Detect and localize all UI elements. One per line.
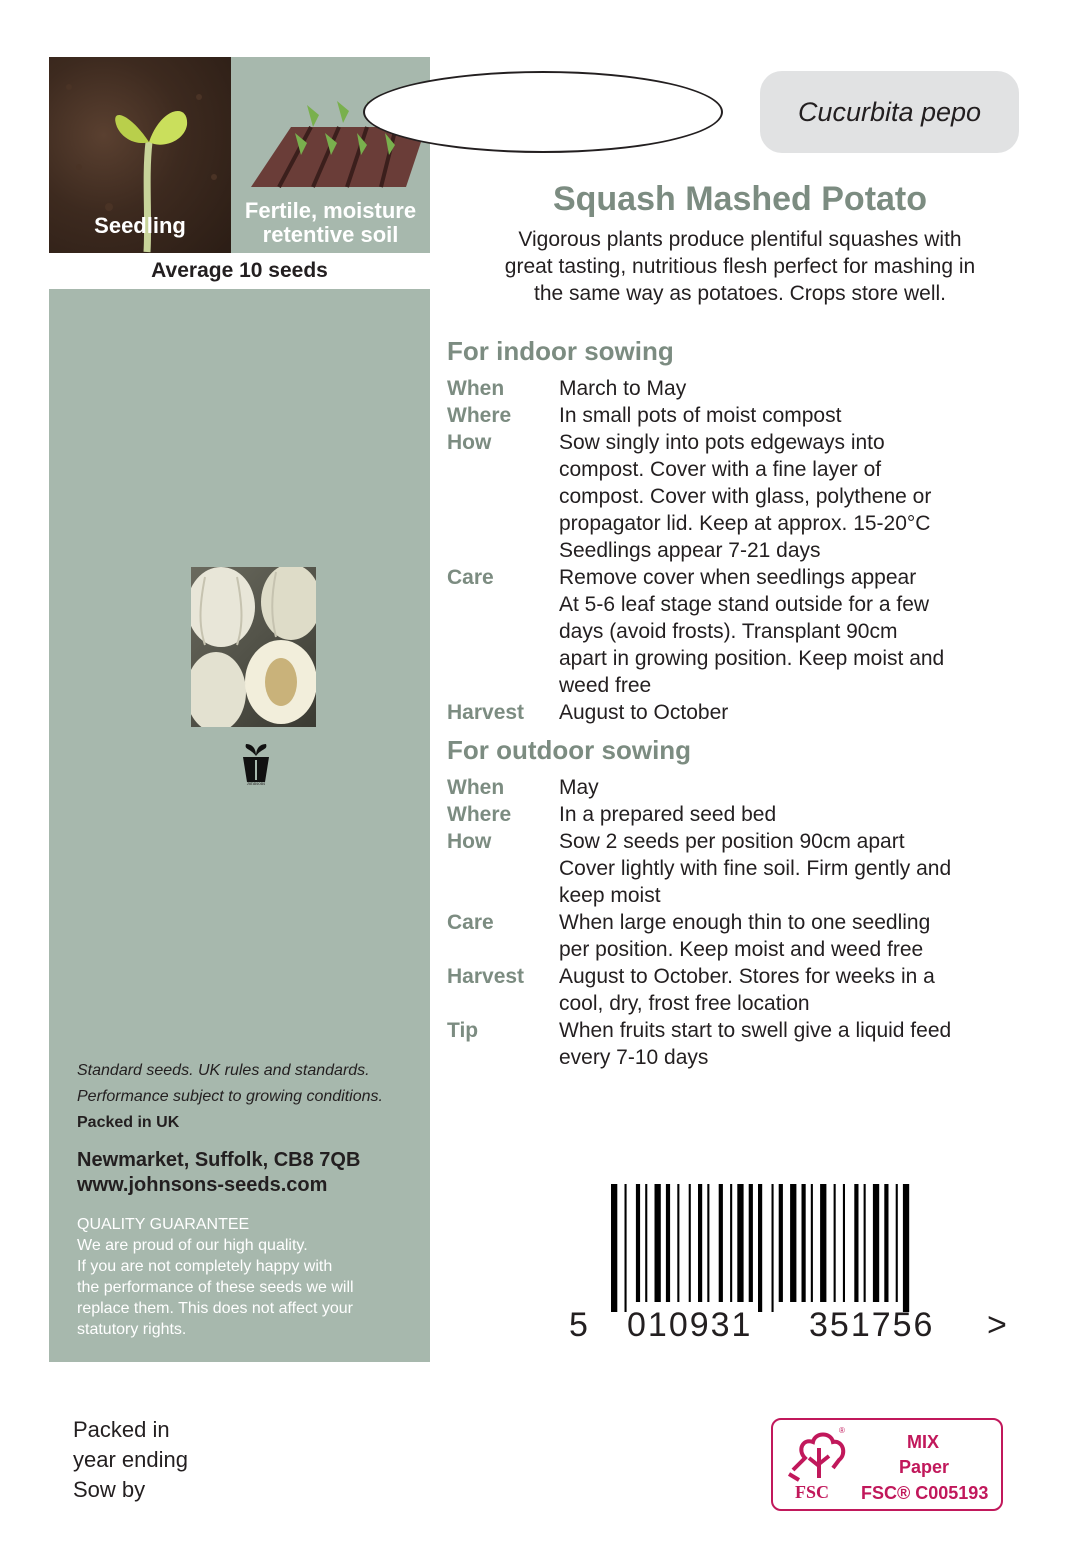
squash-photo-illustration — [191, 567, 316, 727]
indoor-label-harvest: Harvest — [447, 701, 525, 724]
indoor-label-where: Where — [447, 404, 512, 427]
instruction-line: per position. Keep moist and weed free — [559, 938, 924, 961]
fsc-license-code: FSC® C005193 — [861, 1483, 989, 1503]
outdoor-row-when — [447, 774, 1047, 801]
instruction-line: Remove cover when seedlings appear — [559, 566, 917, 589]
barcode-bar — [820, 1184, 826, 1302]
outdoor-row-how — [447, 828, 1047, 909]
barcode-bar — [873, 1184, 879, 1302]
seedling-image — [49, 57, 231, 253]
barcode-bar — [707, 1184, 709, 1302]
guarantee-text: replace them. This does not affect your — [77, 1300, 354, 1317]
indoor-row-harvest — [447, 699, 1047, 726]
soil-caption-line2: retentive soil — [262, 222, 399, 247]
outdoor-text-care — [559, 909, 930, 963]
description-line: the same way as potatoes. Crops store well. — [533, 282, 947, 305]
fsc-wordmark: FSC — [795, 1482, 830, 1502]
guarantee-text: If you are not completely happy with — [77, 1258, 333, 1275]
outdoor-text-how — [559, 828, 951, 909]
outdoor-row-care — [447, 909, 1047, 963]
outdoor-text-harvest — [559, 963, 935, 1017]
barcode-group2: 351756 — [809, 1306, 935, 1344]
fsc-paper-label: Paper — [899, 1457, 950, 1477]
instruction-line: compost. Cover with glass, polythene or — [559, 485, 932, 508]
seedling-caption: Seedling — [94, 213, 186, 238]
indoor-row-care — [447, 564, 1047, 699]
product-description — [440, 226, 1040, 307]
barcode — [569, 1184, 1009, 1344]
indoor-text-care — [559, 564, 944, 699]
outdoor-sowing-section — [447, 735, 1047, 1071]
barcode-bar — [802, 1184, 806, 1302]
outdoor-label-tip: Tip — [447, 1019, 479, 1042]
instruction-line: Sow singly into pots edgeways into — [559, 431, 885, 454]
instruction-line: propagator lid. Keep at approx. 15-20°C — [559, 512, 931, 535]
barcode-bar — [854, 1184, 858, 1302]
outdoor-row-tip — [447, 1017, 1047, 1071]
barcode-bar — [758, 1184, 762, 1312]
fsc-logo — [771, 1418, 1003, 1511]
soil-caption-line1: Fertile, moisture — [244, 198, 417, 223]
barcode-bar — [779, 1184, 783, 1302]
barcode-end-mark: > — [987, 1306, 1009, 1344]
indoor-rows — [447, 375, 1047, 726]
barcode-bars — [611, 1184, 987, 1312]
barcode-bar — [772, 1184, 774, 1312]
barcode-bar — [698, 1184, 702, 1302]
indoor-label-how: How — [447, 431, 492, 454]
instruction-line: When large enough thin to one seedling — [559, 911, 931, 934]
instruction-line: every 7-10 days — [559, 1046, 709, 1069]
outdoor-text-tip — [559, 1017, 951, 1071]
fsc-registered-mark: ® — [839, 1426, 845, 1435]
barcode-bar — [645, 1184, 647, 1302]
instruction-line: compost. Cover with a fine layer of — [559, 458, 882, 481]
variety-name-field — [363, 71, 723, 153]
instruction-line: Sow 2 seeds per position 90cm apart — [559, 830, 905, 853]
indoor-label-care: Care — [447, 566, 494, 589]
indoor-text-when — [559, 375, 686, 402]
barcode-first-digit: 5 — [569, 1306, 590, 1344]
barcode-bar — [689, 1184, 691, 1302]
guarantee-text: statutory rights. — [77, 1321, 187, 1338]
brand-logo-text: Johnsons — [246, 782, 266, 787]
indoor-text-how — [559, 429, 931, 564]
outdoor-row-where — [447, 801, 1047, 828]
description-line: great tasting, nutritious flesh perfect for mashing in — [504, 255, 976, 278]
instruction-line: In a prepared seed bed — [559, 803, 777, 826]
instruction-line: apart in growing position. Keep moist and — [559, 647, 945, 670]
guarantee-text: the performance of these seeds we will — [77, 1279, 354, 1296]
instruction-line: March to May — [559, 377, 687, 400]
instruction-line: days (avoid frosts). Transplant 90cm — [559, 620, 898, 643]
indoor-row-where — [447, 402, 1047, 429]
instruction-line: May — [559, 776, 599, 799]
product-title: Squash Mashed Potato — [552, 180, 928, 218]
outdoor-label-where: Where — [447, 803, 512, 826]
growing-info-tiles — [49, 57, 430, 253]
instruction-line: August to October — [559, 701, 729, 724]
instruction-line: Cover lightly with fine soil. Firm gently and — [559, 857, 952, 880]
barcode-bar — [884, 1184, 888, 1302]
indoor-sowing-section — [447, 336, 1047, 726]
packed-in-label: Packed in — [73, 1417, 170, 1442]
indoor-row-when — [447, 375, 1047, 402]
quality-guarantee — [77, 1214, 354, 1340]
packed-in-uk: Packed in UK — [77, 1114, 180, 1131]
barcode-bar — [811, 1184, 813, 1302]
barcode-bar — [903, 1184, 909, 1312]
latin-name: Cucurbita pepo — [760, 71, 1019, 153]
instruction-line: August to October. Stores for weeks in a — [559, 965, 935, 988]
barcode-bar — [843, 1184, 845, 1302]
barcode-bar — [719, 1184, 723, 1302]
instruction-line: cool, dry, frost free location — [559, 992, 810, 1015]
indoor-text-where — [559, 402, 841, 429]
barcode-bar — [864, 1184, 866, 1302]
instruction-line: In small pots of moist compost — [559, 404, 842, 427]
barcode-group1: 010931 — [627, 1306, 753, 1344]
outdoor-heading: For outdoor sowing — [447, 735, 692, 765]
indoor-row-how — [447, 429, 1047, 564]
instruction-line: At 5-6 leaf stage stand outside for a few — [559, 593, 930, 616]
product-photo — [191, 567, 316, 727]
outdoor-row-harvest — [447, 963, 1047, 1017]
indoor-label-when: When — [447, 377, 505, 400]
barcode-bar — [611, 1184, 617, 1312]
brand-logo — [240, 742, 272, 792]
fsc-mix-label: MIX — [907, 1432, 940, 1452]
instruction-line: weed free — [559, 674, 652, 697]
indoor-text-harvest — [559, 699, 728, 726]
seed-count: Average 10 seeds — [49, 253, 430, 289]
outdoor-rows — [447, 774, 1047, 1071]
address-line: Newmarket, Suffolk, CB8 7QB — [77, 1149, 361, 1171]
barcode-bar — [737, 1184, 743, 1302]
packed-info — [73, 1415, 188, 1505]
outdoor-label-how: How — [447, 830, 492, 853]
barcode-bar — [790, 1184, 796, 1302]
instruction-line: Seedlings appear 7-21 days — [559, 539, 821, 562]
outdoor-label-care: Care — [447, 911, 494, 934]
outdoor-text-where — [559, 801, 776, 828]
website-link[interactable]: www.johnsons-seeds.com — [77, 1174, 328, 1196]
performance-note: Performance subject to growing conditions. — [77, 1088, 383, 1105]
barcode-bar — [625, 1184, 627, 1312]
year-ending-label: year ending — [73, 1447, 188, 1472]
indoor-heading: For indoor sowing — [447, 336, 674, 366]
description-line: Vigorous plants produce plentiful squashes with — [518, 228, 962, 251]
barcode-bar — [730, 1184, 732, 1302]
fsc-tree-icon — [785, 1428, 855, 1483]
guarantee-text: We are proud of our high quality. — [77, 1237, 308, 1254]
barcode-bar — [677, 1184, 679, 1302]
outdoor-text-when — [559, 774, 599, 801]
outdoor-label-harvest: Harvest — [447, 965, 525, 988]
outdoor-label-when: When — [447, 776, 505, 799]
sow-by-label: Sow by — [73, 1477, 146, 1502]
barcode-bar — [749, 1184, 753, 1302]
instruction-line: keep moist — [559, 884, 661, 907]
instruction-line: When fruits start to swell give a liquid feed — [559, 1019, 952, 1042]
barcode-bar — [666, 1184, 670, 1302]
barcode-bar — [834, 1184, 836, 1302]
guarantee-heading: QUALITY GUARANTEE — [77, 1216, 250, 1233]
standard-seeds-note: Standard seeds. UK rules and standards. — [77, 1062, 370, 1079]
barcode-bar — [636, 1184, 640, 1302]
barcode-bar — [896, 1184, 898, 1302]
barcode-bar — [655, 1184, 661, 1302]
